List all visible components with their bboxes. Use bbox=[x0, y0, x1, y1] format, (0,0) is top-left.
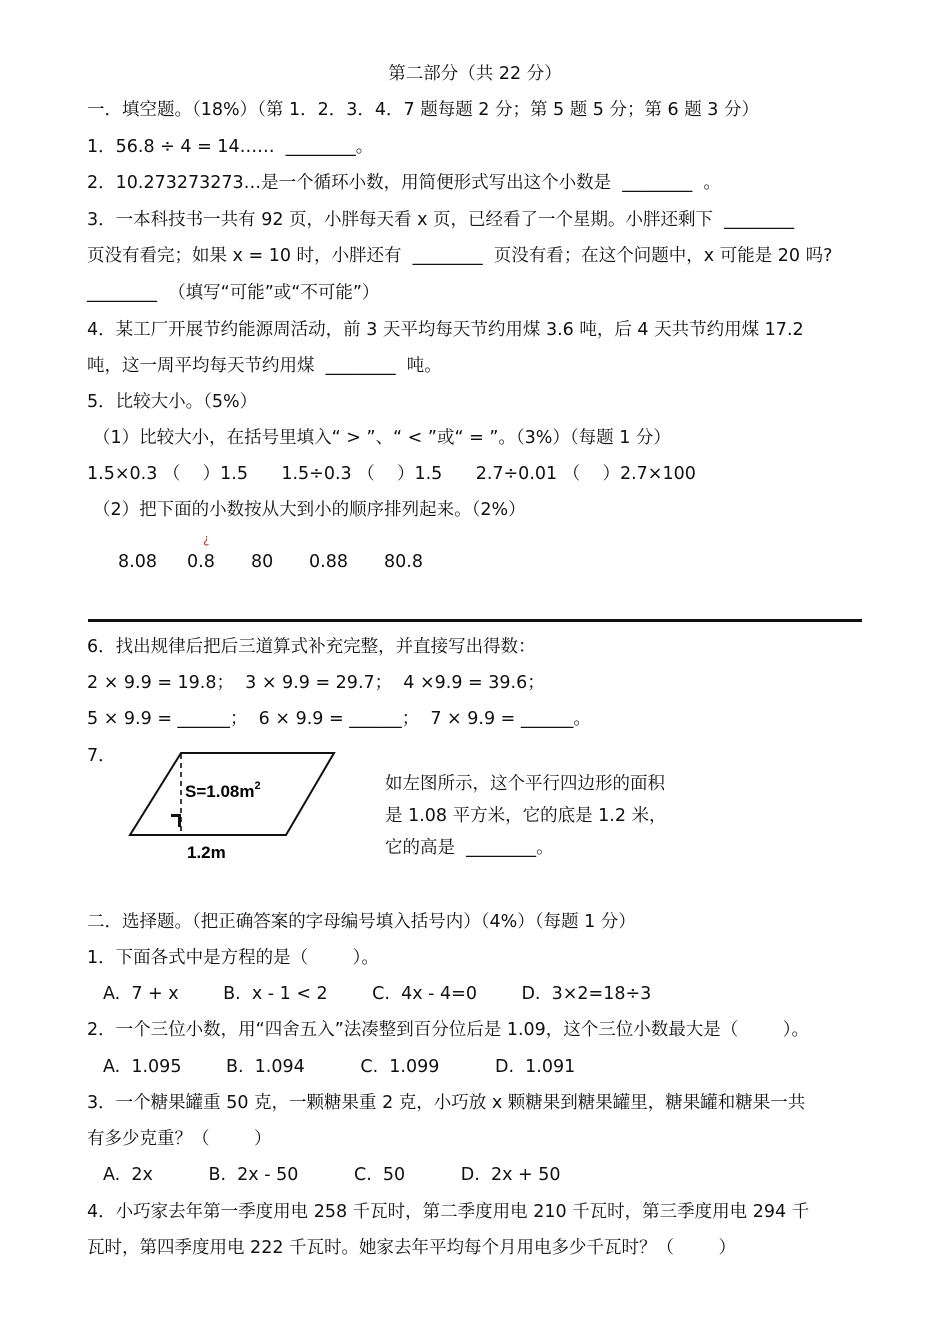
section1-heading: 一．填空题。（18%）（第 1．2．3．4．7 题每题 2 分；第 5 题 5 分；第 6 题 3 分） bbox=[87, 100, 759, 120]
choice-question-4-line-2: 瓦时，第四季度用电 222 千瓦时。她家去年平均每个月用电多少千瓦时？（ ） bbox=[87, 1238, 737, 1258]
fill-question-7-text-2: 是 1.08 平方米，它的底是 1.2 米， bbox=[385, 806, 667, 826]
decimal-item-3: 80 bbox=[251, 552, 274, 572]
fill-question-3-line-2: 页没有看完；如果 x = 10 时，小胖还有 ________ 页没有看；在这个问题中，x 可能是 20 吗? bbox=[87, 246, 833, 266]
parallelogram-figure bbox=[125, 746, 345, 868]
choice-question-3-line-1: 3．一个糖果罐重 50 克，一颗糖果重 2 克，小巧放 x 颗糖果到糖果罐里，糖果罐和糖果一共 bbox=[87, 1093, 806, 1113]
choice-question-1: 1．下面各式中是方程的是（ ）。 bbox=[87, 948, 379, 968]
section2-heading: 二．选择题。（把正确答案的字母编号填入括号内）（4%）（每题 1 分） bbox=[87, 912, 636, 932]
fill-question-5-heading: 5．比较大小。（5%） bbox=[87, 392, 258, 412]
fill-question-6-heading: 6．找出规律后把后三道算式补充完整，并直接写出得数： bbox=[87, 637, 536, 657]
repeating-dot-mark: ¿ bbox=[203, 532, 210, 546]
fill-question-7-text-1: 如左图所示，这个平行四边形的面积 bbox=[385, 774, 665, 794]
area-unit-superscript: 2 bbox=[254, 780, 261, 792]
fill-question-5-sub-2: （2）把下面的小数按从大到小的顺序排列起来。（2%） bbox=[93, 500, 526, 520]
page-title: 第二部分（共 22 分） bbox=[388, 64, 562, 84]
fill-question-1: 1．56.8 ÷ 4 = 14…… ________。 bbox=[87, 137, 374, 157]
fill-question-5-sub-1: （1）比较大小，在括号里填入“ > ”、“ < ”或“ = ”。（3%）（每题 1 分） bbox=[93, 428, 671, 448]
fill-question-7-text-3: 它的高是 ________。 bbox=[385, 838, 554, 858]
choice-question-2: 2．一个三位小数，用“四舍五入”法凑整到百分位后是 1.09，这个三位小数最大是（ ）。 bbox=[87, 1020, 810, 1040]
fill-question-2: 2．10.273273273…是一个循环小数，用简便形式写出这个小数是 ________ 。 bbox=[87, 173, 721, 193]
fill-question-6-given: 2 × 9.9 = 19.8； 3 × 9.9 = 29.7； 4 ×9.9 = 39.6； bbox=[87, 673, 545, 693]
decimal-item-4: 0.88 bbox=[309, 552, 348, 572]
decimal-item-2: 0.8 bbox=[187, 552, 215, 572]
comparison-row: 1.5×0.3 （ ）1.5 1.5÷0.3 （ ）1.5 2.7÷0.01 （ ）2.7×100 bbox=[87, 464, 696, 484]
area-label: $S=1.08m^2$ bbox=[185, 780, 261, 801]
fill-question-7-number: 7． bbox=[87, 746, 116, 766]
section-divider bbox=[88, 619, 862, 622]
base-label: 1.2m bbox=[187, 843, 226, 862]
fill-question-4-line-1: 4．某工厂开展节约能源周活动，前 3 天平均每天节约用煤 3.6 吨，后 4 天共节约用煤 17.2 bbox=[87, 320, 804, 340]
fill-question-3-line-1: 3．一本科技书一共有 92 页，小胖每天看 x 页，已经看了一个星期。小胖还剩下 ________ bbox=[87, 210, 795, 230]
choice-question-3-options: A. 2x B. 2x - 50 C. 50 D. 2x + 50 bbox=[103, 1165, 561, 1185]
decimal-item-1: 8.08 bbox=[118, 552, 157, 572]
choice-question-3-line-2: 有多少克重？（ ） bbox=[87, 1129, 272, 1149]
right-angle-mark-stem bbox=[178, 814, 181, 827]
fill-question-4-line-2: 吨，这一周平均每天节约用煤 ________ 吨。 bbox=[87, 356, 442, 376]
fill-question-3-line-3: ________ （填写“可能”或“不可能”） bbox=[87, 283, 380, 303]
decimal-item-5: 80.8 bbox=[384, 552, 423, 572]
choice-question-4-line-1: 4．小巧家去年第一季度用电 258 千瓦时，第二季度用电 210 千瓦时，第三季度用电 294 千 bbox=[87, 1202, 810, 1222]
choice-question-2-options: A. 1.095 B. 1.094 C. 1.099 D. 1.091 bbox=[103, 1057, 576, 1077]
fill-question-6-blanks: 5 × 9.9 = ______； 6 × 9.9 = ______； 7 × 9.9 = ______。 bbox=[87, 709, 591, 729]
choice-question-1-options: A. 7 + x B. x - 1 < 2 C. 4x - 4=0 D. 3×2=18÷3 bbox=[103, 984, 652, 1004]
